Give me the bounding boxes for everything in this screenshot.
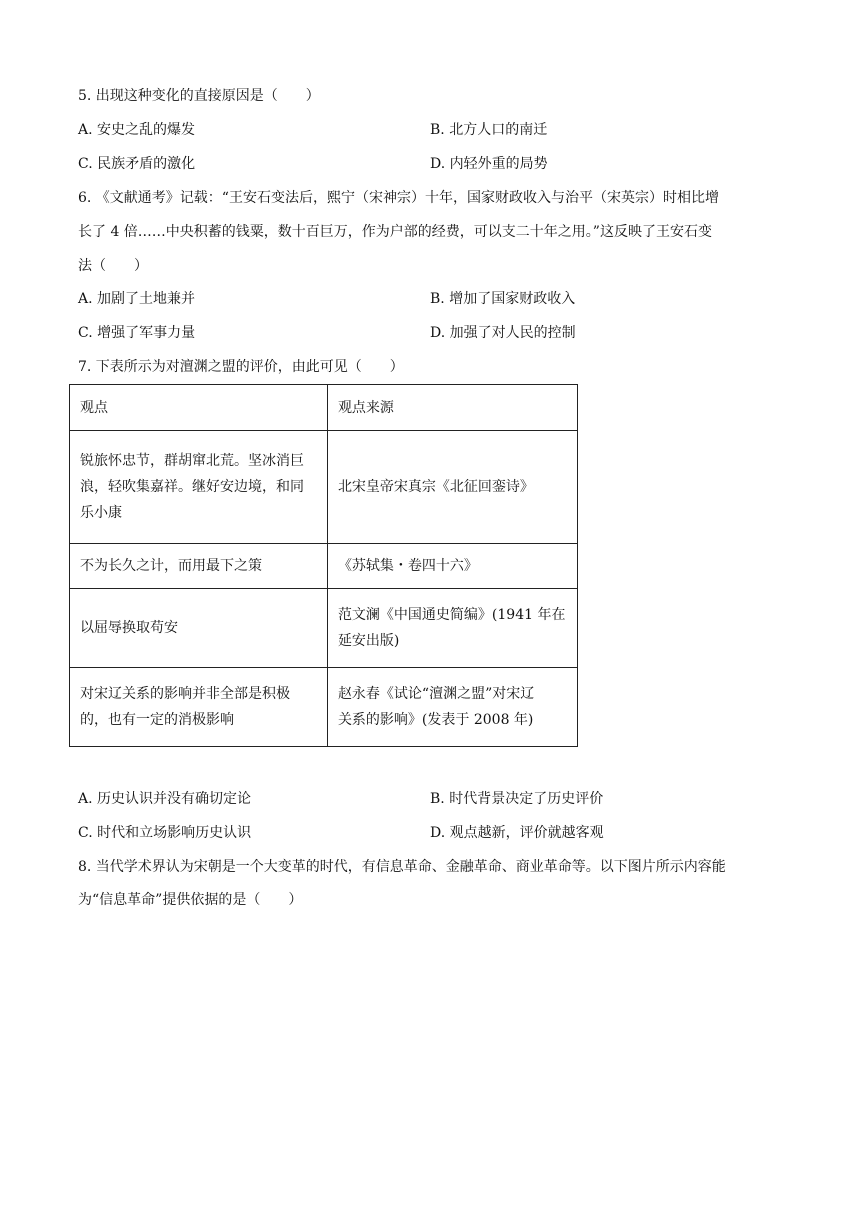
- table-row: [70, 589, 578, 668]
- table-cell-source: 北宋皇帝宋真宗《北征回銮诗》: [327, 431, 577, 544]
- table-cell-source: 范文澜《中国通史简编》(1941 年在 延安出版): [327, 589, 577, 668]
- q8-stem-line-2: 为“信息革命”提供依据的是（ ）: [78, 892, 303, 908]
- table-row: [70, 544, 578, 589]
- q6-option-a[interactable]: A. 加剧了土地兼并: [78, 291, 196, 307]
- q7-stem: 7. 下表所示为对澶渊之盟的评价，由此可见（ ）: [78, 359, 404, 375]
- q7-option-c[interactable]: C. 时代和立场影响历史认识: [78, 825, 252, 841]
- q5-option-d[interactable]: D. 内轻外重的局势: [430, 156, 548, 172]
- q6-stem-line-3: 法（ ）: [78, 258, 148, 274]
- table-header-cell: 观点来源: [327, 385, 577, 431]
- q5-option-c[interactable]: C. 民族矛盾的激化: [78, 156, 196, 172]
- table-cell-viewpoint: 对宋辽关系的影响并非全部是积极 的，也有一定的消极影响: [70, 668, 328, 747]
- table-cell-viewpoint: 不为长久之计，而用最下之策: [70, 544, 328, 589]
- q6-stem-line-2: 长了 4 倍……中央积蓄的钱粟，数十百巨万，作为户部的经费，可以支二十年之用。”这反映了王安石变: [78, 224, 712, 240]
- table-header-cell: 观点: [70, 385, 328, 431]
- q7-option-b[interactable]: B. 时代背景决定了历史评价: [430, 791, 604, 807]
- q8-stem-line-1: 8. 当代学术界认为宋朝是一个大变革的时代，有信息革命、金融革命、商业革命等。以下图片所示内容能: [78, 859, 726, 875]
- evaluation-table: [69, 384, 578, 747]
- q7-option-a[interactable]: A. 历史认识并没有确切定论: [78, 791, 252, 807]
- table-header-row: [70, 385, 578, 431]
- q5-option-a[interactable]: A. 安史之乱的爆发: [78, 122, 196, 138]
- q6-option-d[interactable]: D. 加强了对人民的控制: [430, 325, 576, 341]
- table-cell-viewpoint: 锐旅怀忠节，群胡窜北荒。坚冰消巨 浪，轻吹集嘉祥。继好安边境，和同 乐小康: [70, 431, 328, 544]
- q6-option-b[interactable]: B. 增加了国家财政收入: [430, 291, 576, 307]
- table-row: [70, 668, 578, 747]
- q5-option-b[interactable]: B. 北方人口的南迁: [430, 122, 548, 138]
- table-cell-source: 《苏轼集・卷四十六》: [327, 544, 577, 589]
- q6-option-c[interactable]: C. 增强了军事力量: [78, 325, 196, 341]
- table-cell-source: 赵永春《试论“澶渊之盟”对宋辽 关系的影响》(发表于 2008 年): [327, 668, 577, 747]
- table-row: [70, 431, 578, 544]
- q6-stem-line-1: 6. 《文献通考》记载：“王安石变法后，熙宁（宋神宗）十年，国家财政收入与治平（宋英宗）时相比增: [78, 190, 719, 206]
- q5-stem: 5. 出现这种变化的直接原因是（ ）: [78, 88, 320, 104]
- q7-option-d[interactable]: D. 观点越新，评价就越客观: [430, 825, 604, 841]
- table-cell-viewpoint: 以屈辱换取苟安: [70, 589, 328, 668]
